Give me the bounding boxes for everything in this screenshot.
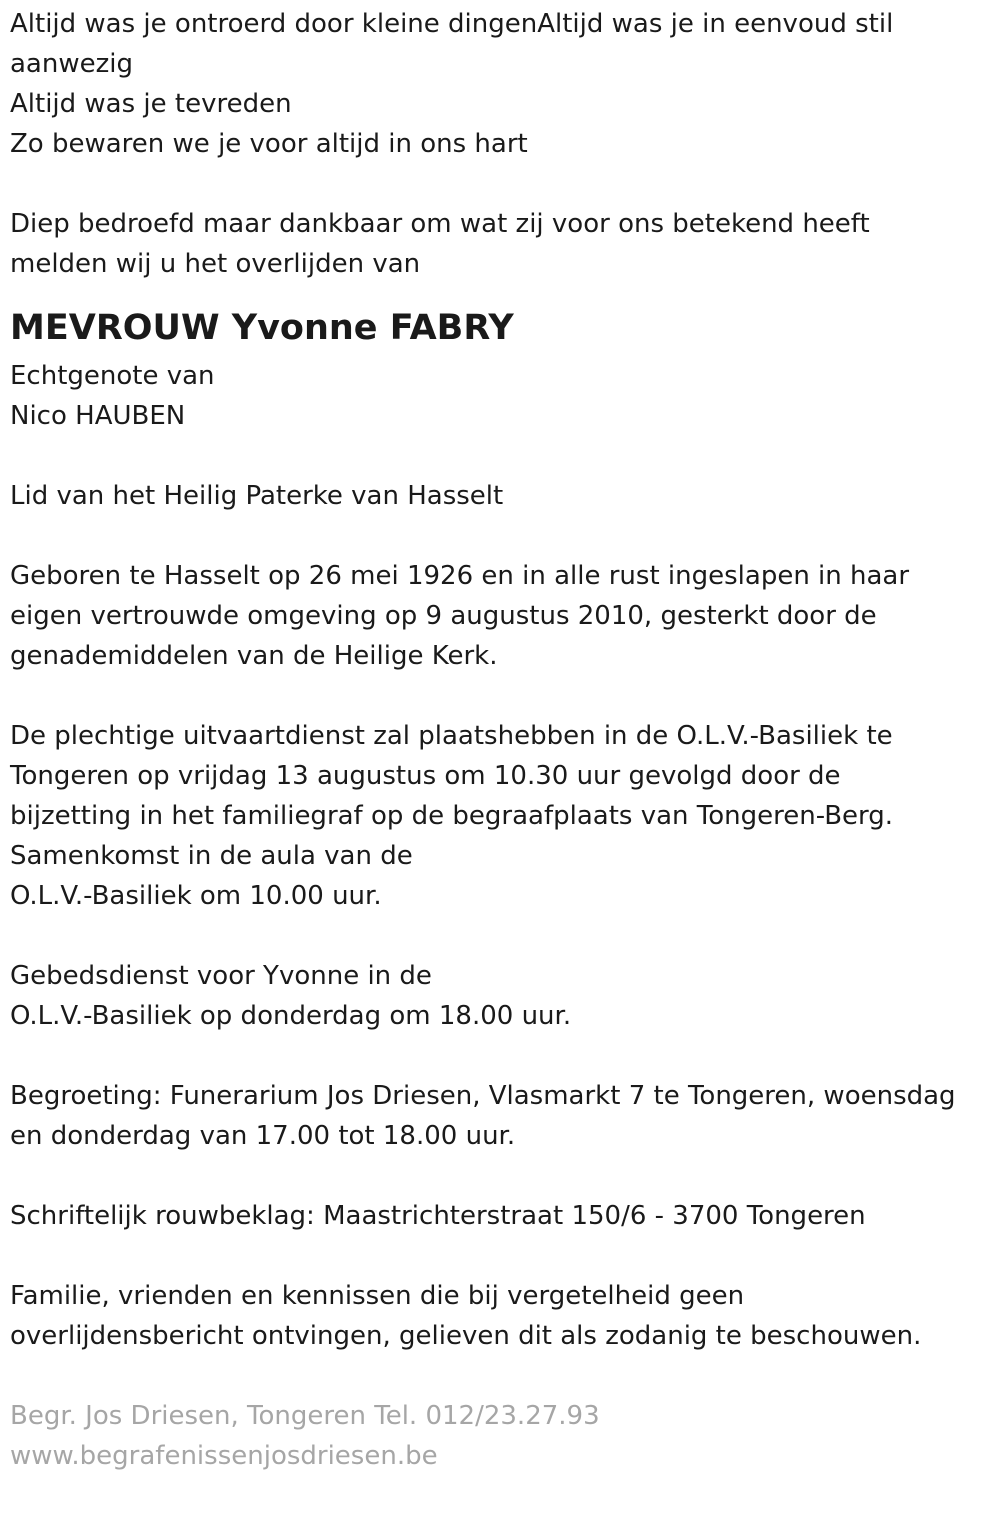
announcement-line: melden wij u het overlijden van — [10, 249, 421, 279]
paragraph-line: en donderdag van 17.00 tot 18.00 uur. — [10, 1121, 516, 1151]
birth-death-paragraph — [10, 556, 990, 676]
paragraph-line: Begroeting: Funerarium Jos Driesen, Vlasmarkt 7 te Tongeren, woensdag — [10, 1081, 956, 1111]
poem-line: Zo bewaren we je voor altijd in ons hart — [10, 129, 528, 159]
spouse-name: Nico HAUBEN — [10, 401, 186, 431]
obituary-page — [0, 4, 1000, 1476]
poem-line: aanwezig — [10, 49, 133, 79]
website-link[interactable]: www.begrafenissenjosdriesen.be — [10, 1441, 438, 1471]
prayer-service-paragraph — [10, 956, 990, 1036]
paragraph-line: Samenkomst in de aula van de — [10, 841, 413, 871]
paragraph-line: genademiddelen van de Heilige Kerk. — [10, 641, 498, 671]
spouse-info — [10, 356, 990, 436]
paragraph-line: O.L.V.-Basiliek om 10.00 uur. — [10, 881, 382, 911]
notice-paragraph — [10, 1276, 990, 1356]
footer — [10, 1396, 990, 1476]
paragraph-line: Geboren te Hasselt op 26 mei 1926 en in alle rust ingeslapen in haar — [10, 561, 910, 591]
paragraph-line: De plechtige uitvaartdienst zal plaatshebben in de O.L.V.-Basiliek te — [10, 721, 893, 751]
paragraph-line: bijzetting in het familiegraf op de begraafplaats van Tongeren-Berg. — [10, 801, 894, 831]
paragraph-line: overlijdensbericht ontvingen, gelieven dit als zodanig te beschouwen. — [10, 1321, 922, 1351]
poem-line: Altijd was je tevreden — [10, 89, 292, 119]
membership: Lid van het Heilig Paterke van Hasselt — [10, 481, 504, 511]
paragraph-line: Familie, vrienden en kennissen die bij vergetelheid geen — [10, 1281, 745, 1311]
funeral-paragraph — [10, 716, 990, 916]
poem-line: Altijd was je ontroerd door kleine dingenAltijd was je in eenvoud stil — [10, 9, 894, 39]
poem — [10, 4, 990, 164]
paragraph-line: O.L.V.-Basiliek op donderdag om 18.00 uur. — [10, 1001, 572, 1031]
deceased-name: MEVROUW Yvonne FABRY — [10, 308, 514, 348]
paragraph-line: Tongeren op vrijdag 13 augustus om 10.30 uur gevolgd door de — [10, 761, 841, 791]
paragraph-line: Gebedsdienst voor Yvonne in de — [10, 961, 432, 991]
condolences-address: Schriftelijk rouwbeklag: Maastrichterstraat 150/6 - 3700 Tongeren — [10, 1201, 866, 1231]
visitation-paragraph — [10, 1076, 990, 1156]
funeral-home-contact: Begr. Jos Driesen, Tongeren Tel. 012/23.27.93 — [10, 1401, 600, 1431]
announcement — [10, 204, 990, 284]
paragraph-line: eigen vertrouwde omgeving op 9 augustus 2010, gesterkt door de — [10, 601, 877, 631]
relation-label: Echtgenote van — [10, 361, 215, 391]
announcement-line: Diep bedroefd maar dankbaar om wat zij voor ons betekend heeft — [10, 209, 870, 239]
